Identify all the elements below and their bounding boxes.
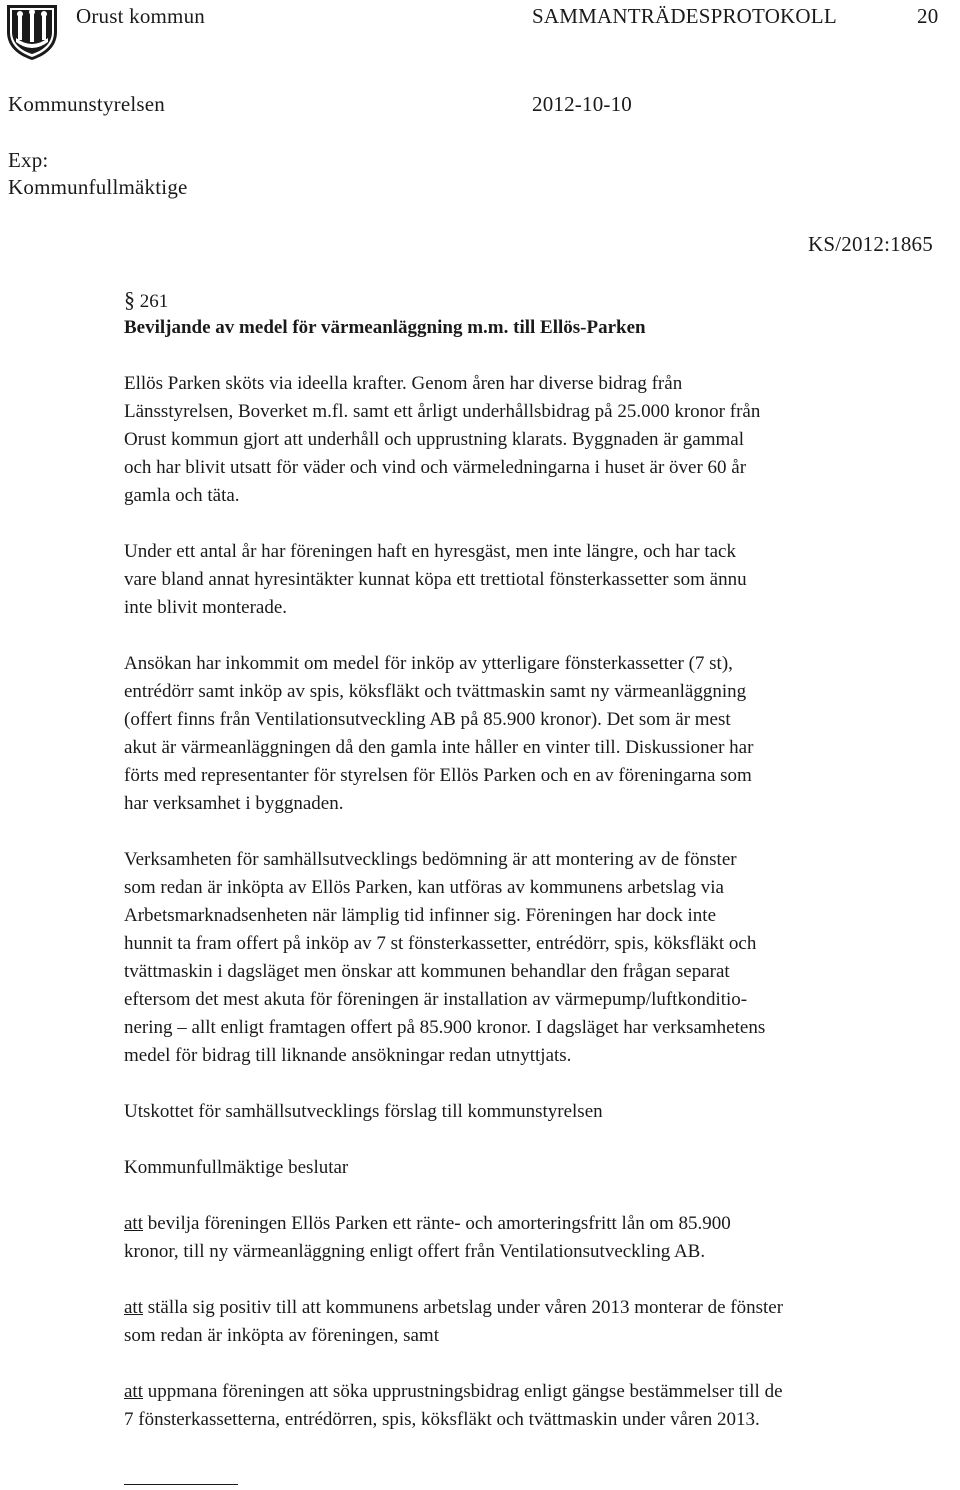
decision-text-cont: kronor, till ny värmeanläggning enligt offert från Ventilationsutveckling AB.: [124, 1241, 706, 1262]
paragraph-tenant: [124, 538, 954, 622]
decision-text: bevilja föreningen Ellös Parken ett ränte- och amorteringsfritt lån om 85.900: [143, 1213, 731, 1234]
att-keyword: att: [124, 1381, 143, 1402]
paragraph-line: som redan är inköpta av Ellös Parken, kan utföras av kommunens arbetslag via: [124, 877, 724, 898]
expedition-label: Exp:: [8, 148, 49, 172]
paragraph-line: Länsstyrelsen, Boverket m.fl. samt ett årligt underhållsbidrag på 25.000 kronor från: [124, 401, 761, 422]
paragraph-line: entrédörr samt inköp av spis, köksfläkt och tvättmaskin samt ny värmeanläggning: [124, 681, 747, 702]
paragraph-line: Ansökan har inkommit om medel för inköp av ytterligare fönsterkassetter (7 st),: [124, 653, 733, 674]
section-number-value: 261: [139, 291, 169, 312]
decision-text-cont: som redan är inköpta av föreningen, samt: [124, 1325, 439, 1346]
paragraph-line: nering – allt enligt framtagen offert på 85.900 kronor. I dagsläget har verksamhetens: [124, 1017, 766, 1038]
paragraph-line: har verksamhet i byggnaden.: [124, 793, 344, 814]
section-title: Beviljande av medel för värmeanläggning m.m. till Ellös-Parken: [124, 317, 646, 338]
page-number: 20: [917, 4, 939, 28]
decision-item: [124, 1378, 954, 1434]
proposal-heading: Utskottet för samhällsutvecklings förslag till kommunstyrelsen: [124, 1101, 603, 1122]
case-number: KS/2012:1865: [808, 232, 933, 256]
paragraph-line: vare bland annat hyresintäkter kunnat köpa ett trettiotal fönsterkassetter som ännu: [124, 569, 747, 590]
decision-item: [124, 1210, 954, 1266]
document-type: SAMMANTRÄDESPROTOKOLL: [532, 4, 837, 28]
att-keyword: att: [124, 1297, 143, 1318]
committee-name: Kommunstyrelsen: [8, 92, 165, 116]
paragraph-line: akut är värmeanläggningen då den gamla inte håller en vinter till. Diskussioner har: [124, 737, 754, 758]
paragraph-line: eftersom det mest akuta för föreningen är installation av värmepump/luftkonditio-: [124, 989, 748, 1010]
paragraph-line: hunnit ta fram offert på inköp av 7 st fönsterkassetter, entrédörr, spis, köksfläkt och: [124, 933, 757, 954]
paragraph-line: inte blivit monterade.: [124, 597, 288, 618]
paragraph-background: [124, 370, 954, 510]
paragraph-line: medel för bidrag till liknande ansökningar redan utnyttjats.: [124, 1045, 572, 1066]
paragraph-line: (offert finns från Ventilationsutveckling AB på 85.900 kronor). Det som är mest: [124, 709, 731, 730]
expedition-recipient: Kommunfullmäktige: [8, 175, 188, 199]
paragraph-line: gamla och täta.: [124, 485, 240, 506]
paragraph-line: och har blivit utsatt för väder och vind och värmeledningarna i huset är över 60 år: [124, 457, 747, 478]
att-keyword: att: [124, 1213, 143, 1234]
decision-text: uppmana föreningen att söka upprustningsbidrag enligt gängse bestämmelser till de: [143, 1381, 783, 1402]
section-number: [124, 286, 168, 316]
paragraph-application: [124, 650, 954, 818]
paragraph-line: Verksamheten för samhällsutvecklings bedömning är att montering av de fönster: [124, 849, 737, 870]
decision-text: ställa sig positiv till att kommunens arbetslag under våren 2013 monterar de fönster: [143, 1297, 784, 1318]
municipality-name: Orust kommun: [76, 4, 205, 28]
paragraph-line: Under ett antal år har föreningen haft en hyresgäst, men inte längre, och har tack: [124, 541, 736, 562]
decision-text-cont: 7 fönsterkassetterna, entrédörren, spis, köksfläkt och tvättmaskin under våren 2013.: [124, 1409, 760, 1430]
paragraph-symbol: §: [124, 287, 135, 312]
orust-coat-of-arms-logo: [4, 2, 60, 62]
paragraph-line: Ellös Parken sköts via ideella krafter. Genom åren har diverse bidrag från: [124, 373, 683, 394]
meeting-date: 2012-10-10: [532, 92, 632, 116]
paragraph-line: tvättmaskin i dagsläget men önskar att kommunen behandlar den frågan separat: [124, 961, 730, 982]
paragraph-line: förts med representanter för styrelsen för Ellös Parken och en av föreningarna som: [124, 765, 752, 786]
paragraph-line: Arbetsmarknadsenheten när lämplig tid infinner sig. Föreningen har dock inte: [124, 905, 717, 926]
paragraph-line: Orust kommun gjort att underhåll och upprustning klarats. Byggnaden är gammal: [124, 429, 745, 450]
signature-divider: [124, 1484, 238, 1485]
decision-item: [124, 1294, 954, 1350]
decision-heading: Kommunfullmäktige beslutar: [124, 1157, 349, 1178]
paragraph-assessment: [124, 846, 954, 1070]
